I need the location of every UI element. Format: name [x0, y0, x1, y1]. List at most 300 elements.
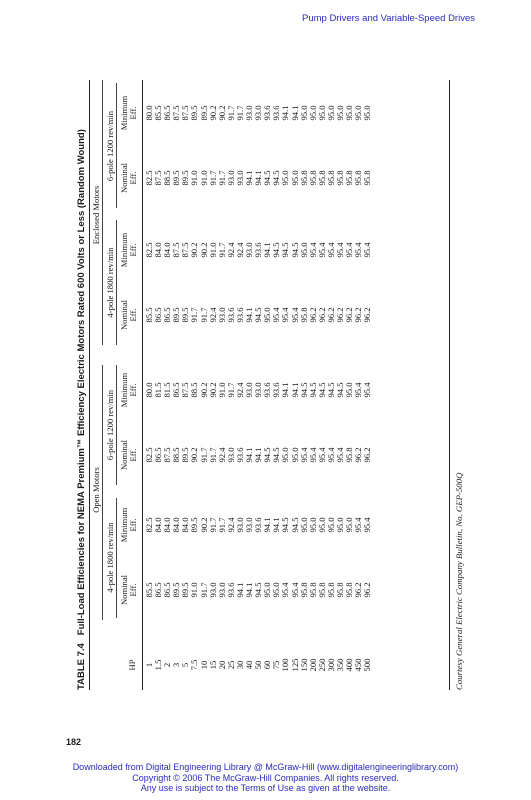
cell-spacer — [309, 280, 318, 285]
cell-spacer — [327, 555, 336, 560]
cell-o4m: 84.0 — [180, 517, 191, 533]
cell-spacer — [227, 280, 236, 285]
cell-spacer — [300, 143, 309, 148]
cell-spacer — [281, 143, 290, 148]
eff-label: Eff. — [128, 448, 138, 462]
cell-spacer — [263, 555, 272, 560]
cell-e4n: 93.0 — [216, 307, 227, 323]
cell-spacer — [163, 143, 172, 148]
cell-o6n: 91.7 — [207, 447, 218, 463]
bottom-rule — [449, 80, 450, 690]
cell-e6n: 94.1 — [253, 170, 264, 186]
cell-spacer — [245, 143, 254, 148]
cell-e6m: 94.1 — [289, 105, 300, 121]
cell-e6n: 95.8 — [316, 170, 327, 186]
cell-spacer — [218, 620, 227, 640]
cell-e6m: 95.0 — [362, 105, 373, 121]
cell-e4m: 95.4 — [325, 242, 336, 258]
cell-o4m: 93.0 — [234, 517, 245, 533]
cell-spacer — [327, 143, 336, 148]
cell-e6n: 95.8 — [307, 170, 318, 186]
cell-e4m: 95.4 — [353, 242, 364, 258]
cell-spacer — [291, 143, 300, 148]
cell-spacer — [354, 620, 363, 640]
cell-e6n: 94.1 — [244, 170, 255, 186]
footer-terms-link[interactable]: Any use is subject to the Terms of Use as given at the website. — [140, 783, 391, 793]
cell-o6m: 88.5 — [189, 382, 200, 398]
cell-e6m: 89.5 — [198, 105, 209, 121]
cell-spacer — [336, 420, 345, 425]
eff-label: Eff. — [128, 583, 138, 597]
cell-e4n: 96.2 — [316, 307, 327, 323]
cell-spacer — [254, 485, 263, 495]
cell-o4m: 94.5 — [280, 517, 291, 533]
cell-e6n: 88.5 — [162, 170, 173, 186]
cell-e6n: 89.5 — [171, 170, 182, 186]
cell-o4n: 95.4 — [289, 582, 300, 598]
eff-label: Eff. — [128, 518, 138, 532]
cell-e6n: 93.0 — [225, 170, 236, 186]
cell-spacer — [272, 208, 281, 220]
cell-e6m: 94.1 — [280, 105, 291, 121]
cell-o4n: 96.2 — [362, 582, 373, 598]
cell-o4n: 93.0 — [207, 582, 218, 598]
cell-o6m: 94.5 — [316, 382, 327, 398]
rotated-table-region — [76, 80, 466, 690]
subheader-enclosed-6pole: 6-pole 1200 rev/min — [105, 110, 115, 182]
cell-spacer — [363, 620, 372, 640]
cell-hp: 2 — [162, 662, 173, 668]
cell-e4n: 95.4 — [289, 307, 300, 323]
col-header-enc4-nominal — [120, 285, 138, 345]
cell-e4n: 96.2 — [307, 307, 318, 323]
cell-e4n: 95.4 — [280, 307, 291, 323]
cell-spacer — [281, 345, 290, 360]
cell-o6n: 95.4 — [334, 447, 345, 463]
cell-spacer — [254, 555, 263, 560]
cell-spacer — [154, 620, 163, 640]
cell-spacer — [236, 208, 245, 220]
cell-o4m: 95.0 — [298, 517, 309, 533]
cell-spacer — [300, 208, 309, 220]
cell-spacer — [327, 620, 336, 640]
cell-spacer — [363, 280, 372, 285]
cell-spacer — [163, 620, 172, 640]
cell-o4m: 95.4 — [353, 517, 364, 533]
cell-e4m: 91.0 — [207, 242, 218, 258]
cell-spacer — [172, 420, 181, 425]
cell-o4n: 89.5 — [180, 582, 191, 598]
cell-e6n: 91.0 — [189, 170, 200, 186]
cell-o4n: 95.8 — [298, 582, 309, 598]
cell-o6m: 94.5 — [325, 382, 336, 398]
cell-o6n: 93.0 — [225, 447, 236, 463]
cell-o6n: 92.4 — [216, 447, 227, 463]
cell-spacer — [354, 345, 363, 360]
cell-e6n: 87.5 — [153, 170, 164, 186]
cell-o4m: 91.7 — [207, 517, 218, 533]
cell-e6n: 94.5 — [271, 170, 282, 186]
cell-o4n: 89.5 — [171, 582, 182, 598]
cell-spacer — [363, 420, 372, 425]
cell-o6n: 95.4 — [298, 447, 309, 463]
cell-spacer — [327, 485, 336, 495]
cell-spacer — [300, 485, 309, 495]
cell-spacer — [291, 485, 300, 495]
cell-spacer — [145, 555, 154, 560]
cell-hp: 125 — [289, 658, 300, 672]
cell-o6n: 90.2 — [189, 447, 200, 463]
cell-spacer — [245, 280, 254, 285]
cell-spacer — [145, 345, 154, 360]
nominal-label: Nominal — [119, 299, 129, 331]
cell-spacer — [218, 485, 227, 495]
cell-spacer — [263, 345, 272, 360]
header-rule — [142, 80, 143, 690]
cell-spacer — [245, 555, 254, 560]
cell-o6n: 88.5 — [171, 447, 182, 463]
cell-o4n: 95.0 — [262, 582, 273, 598]
cell-e4n: 89.5 — [180, 307, 191, 323]
cell-e4n: 92.4 — [207, 307, 218, 323]
cell-o4n: 96.2 — [353, 582, 364, 598]
cell-spacer — [181, 555, 190, 560]
cell-spacer — [281, 485, 290, 495]
cell-o4m: 95.4 — [362, 517, 373, 533]
cell-o6m: 93.6 — [271, 382, 282, 398]
cell-spacer — [345, 420, 354, 425]
cell-spacer — [227, 485, 236, 495]
cell-spacer — [291, 208, 300, 220]
cell-spacer — [272, 420, 281, 425]
cell-hp: 1.5 — [153, 659, 164, 671]
cell-e4n: 94.5 — [253, 307, 264, 323]
nominal-label: Nominal — [119, 574, 129, 606]
cell-o6n: 91.7 — [198, 447, 209, 463]
cell-spacer — [218, 208, 227, 220]
cell-e6m: 87.5 — [180, 105, 191, 121]
cell-o4n: 95.8 — [316, 582, 327, 598]
cell-e4m: 93.6 — [253, 242, 264, 258]
cell-spacer — [200, 345, 209, 360]
cell-o4n: 95.8 — [325, 582, 336, 598]
cell-hp: 500 — [362, 658, 373, 672]
cell-spacer — [291, 280, 300, 285]
cell-spacer — [272, 620, 281, 640]
cell-spacer — [363, 143, 372, 148]
cell-hp: 3 — [171, 662, 182, 668]
cell-spacer — [154, 345, 163, 360]
col-header-open6-nominal — [120, 425, 138, 485]
cell-e4n: 93.6 — [225, 307, 236, 323]
cell-spacer — [227, 620, 236, 640]
cell-spacer — [309, 345, 318, 360]
cell-spacer — [336, 143, 345, 148]
cell-spacer — [263, 485, 272, 495]
cell-e4m: 95.4 — [316, 242, 327, 258]
cell-spacer — [354, 555, 363, 560]
cell-o6m: 94.5 — [334, 382, 345, 398]
cell-e4m: 91.7 — [216, 242, 227, 258]
cell-e6m: 95.0 — [307, 105, 318, 121]
cell-o6n: 94.1 — [244, 447, 255, 463]
cell-spacer — [236, 420, 245, 425]
cell-spacer — [363, 345, 372, 360]
eff-label: Eff. — [128, 308, 138, 322]
cell-e6n: 95.8 — [334, 170, 345, 186]
cell-spacer — [363, 485, 372, 495]
cell-o4m: 89.5 — [189, 517, 200, 533]
cell-e6m: 91.7 — [225, 105, 236, 121]
cell-spacer — [272, 485, 281, 495]
cell-spacer — [145, 620, 154, 640]
cell-o6n: 89.5 — [180, 447, 191, 463]
cell-e6n: 95.8 — [325, 170, 336, 186]
cell-o6n: 93.6 — [234, 447, 245, 463]
cell-e4m: 94.5 — [280, 242, 291, 258]
cell-spacer — [172, 555, 181, 560]
cell-e4n: 93.6 — [234, 307, 245, 323]
cell-spacer — [345, 143, 354, 148]
cell-spacer — [309, 555, 318, 560]
cell-spacer — [200, 485, 209, 495]
cell-spacer — [181, 208, 190, 220]
cell-e6n: 94.5 — [262, 170, 273, 186]
cell-e6n: 93.0 — [234, 170, 245, 186]
cell-e4n: 95.8 — [298, 307, 309, 323]
cell-spacer — [154, 420, 163, 425]
cell-spacer — [190, 620, 199, 640]
col-header-open4-nominal — [120, 560, 138, 620]
cell-e6m: 91.7 — [234, 105, 245, 121]
cell-spacer — [145, 280, 154, 285]
cell-o6m: 91.7 — [225, 382, 236, 398]
cell-o6n: 95.4 — [316, 447, 327, 463]
cell-spacer — [291, 345, 300, 360]
cell-o4m: 95.0 — [307, 517, 318, 533]
cell-spacer — [236, 620, 245, 640]
cell-e4n: 96.2 — [325, 307, 336, 323]
cell-o6n: 94.5 — [271, 447, 282, 463]
cell-spacer — [227, 143, 236, 148]
cell-spacer — [272, 143, 281, 148]
cell-o6m: 94.5 — [307, 382, 318, 398]
cell-spacer — [309, 485, 318, 495]
cell-spacer — [145, 208, 154, 220]
cell-o6m: 95.4 — [362, 382, 373, 398]
cell-spacer — [363, 555, 372, 560]
cell-spacer — [190, 420, 199, 425]
cell-hp: 75 — [271, 660, 282, 670]
cell-hp: 30 — [234, 660, 245, 670]
cell-spacer — [336, 280, 345, 285]
cell-spacer — [318, 485, 327, 495]
cell-o4m: 82.5 — [144, 517, 154, 533]
cell-spacer — [309, 620, 318, 640]
cell-e4n: 94.1 — [244, 307, 255, 323]
cell-e4n: 86.5 — [153, 307, 164, 323]
cell-e6n: 82.5 — [144, 170, 154, 186]
cell-spacer — [181, 280, 190, 285]
eff-label: Eff. — [128, 171, 138, 185]
cell-e4n: 86.5 — [162, 307, 173, 323]
cell-e6m: 90.2 — [216, 105, 227, 121]
cell-spacer — [354, 420, 363, 425]
cell-spacer — [190, 555, 199, 560]
cell-spacer — [291, 420, 300, 425]
cell-spacer — [227, 420, 236, 425]
cell-e6m: 95.0 — [353, 105, 364, 121]
cell-hp: 200 — [307, 658, 318, 672]
cell-e4m: 84.0 — [153, 242, 164, 258]
cell-spacer — [336, 555, 345, 560]
cell-o4m: 95.0 — [344, 517, 355, 533]
cell-spacer — [154, 280, 163, 285]
cell-e4m: 94.5 — [289, 242, 300, 258]
cell-spacer — [145, 420, 154, 425]
cell-spacer — [327, 208, 336, 220]
cell-e6n: 95.8 — [362, 170, 373, 186]
cell-spacer — [263, 208, 272, 220]
cell-o6n: 86.5 — [153, 447, 164, 463]
cell-e4m: 95.4 — [334, 242, 345, 258]
cell-spacer — [263, 420, 272, 425]
cell-o4m: 93.6 — [253, 517, 264, 533]
cell-spacer — [245, 485, 254, 495]
cell-e6m: 95.0 — [316, 105, 327, 121]
cell-o6m: 90.2 — [198, 382, 209, 398]
cell-spacer — [281, 620, 290, 640]
cell-e4m: 82.5 — [144, 242, 154, 258]
cell-o6n: 95.4 — [325, 447, 336, 463]
cell-o6m: 95.0 — [344, 382, 355, 398]
cell-spacer — [245, 208, 254, 220]
cell-spacer — [354, 485, 363, 495]
cell-spacer — [291, 620, 300, 640]
cell-e4m: 92.4 — [234, 242, 245, 258]
minimum-label: Minimum — [119, 372, 129, 408]
table-number: TABLE 7.4 — [76, 643, 87, 690]
cell-o4n: 94.1 — [244, 582, 255, 598]
footer-download-link[interactable]: Downloaded from Digital Engineering Library @ McGraw-Hill (www.digitalengineeringlibrary.com) — [72, 762, 459, 772]
cell-o6m: 93.6 — [262, 382, 273, 398]
cell-spacer — [163, 280, 172, 285]
cell-spacer — [209, 555, 218, 560]
cell-e6n: 95.8 — [353, 170, 364, 186]
cell-e6m: 93.6 — [262, 105, 273, 121]
cell-spacer — [236, 280, 245, 285]
cell-spacer — [300, 620, 309, 640]
cell-spacer — [291, 555, 300, 560]
cell-spacer — [345, 208, 354, 220]
col-header-enc4-minimum — [120, 220, 138, 280]
cell-spacer — [218, 280, 227, 285]
cell-spacer — [345, 485, 354, 495]
cell-o4m: 90.2 — [198, 517, 209, 533]
cell-spacer — [336, 485, 345, 495]
cell-e4m: 94.5 — [271, 242, 282, 258]
cell-e4m: 95.4 — [344, 242, 355, 258]
top-rule — [89, 80, 90, 690]
subheader-line-enclosed-6pole — [116, 83, 117, 208]
cell-spacer — [218, 143, 227, 148]
cell-spacer — [181, 485, 190, 495]
minimum-label: Minimum — [119, 232, 129, 268]
cell-spacer — [345, 280, 354, 285]
cell-e6m: 89.5 — [189, 105, 200, 121]
cell-o6n: 87.5 — [162, 447, 173, 463]
cell-spacer — [190, 345, 199, 360]
cell-o6m: 94.5 — [298, 382, 309, 398]
cell-e6n: 89.5 — [180, 170, 191, 186]
cell-spacer — [254, 620, 263, 640]
cell-o4n: 95.8 — [334, 582, 345, 598]
subheader-open-4pole: 4-pole 1800 rev/min — [105, 522, 115, 593]
cell-spacer — [272, 280, 281, 285]
cell-e4n: 96.2 — [353, 307, 364, 323]
cell-spacer — [181, 345, 190, 360]
cell-spacer — [327, 420, 336, 425]
cell-o4m: 84.0 — [171, 517, 182, 533]
cell-e6m: 85.5 — [153, 105, 164, 121]
cell-spacer — [309, 420, 318, 425]
cell-spacer — [300, 555, 309, 560]
cell-spacer — [190, 280, 199, 285]
cell-o6m: 80.0 — [144, 382, 154, 398]
group-line-enclosed — [102, 80, 103, 345]
eff-label: Eff. — [128, 383, 138, 397]
cell-spacer — [245, 620, 254, 640]
cell-spacer — [345, 345, 354, 360]
cell-spacer — [245, 420, 254, 425]
cell-o4n: 94.5 — [253, 582, 264, 598]
cell-spacer — [236, 345, 245, 360]
cell-o6m: 93.0 — [253, 382, 264, 398]
cell-spacer — [209, 143, 218, 148]
cell-o4m: 91.7 — [216, 517, 227, 533]
cell-spacer — [254, 345, 263, 360]
cell-o4m: 94.5 — [289, 517, 300, 533]
cell-spacer — [309, 208, 318, 220]
cell-o6n: 95.8 — [344, 447, 355, 463]
cell-spacer — [236, 555, 245, 560]
cell-e4m: 87.5 — [171, 242, 182, 258]
cell-o6m: 94.1 — [289, 382, 300, 398]
cell-spacer — [200, 420, 209, 425]
cell-hp: 25 — [225, 660, 236, 670]
cell-hp: 350 — [334, 658, 345, 672]
cell-spacer — [163, 345, 172, 360]
eff-label: Eff. — [128, 243, 138, 257]
cell-spacer — [318, 555, 327, 560]
cell-e6m: 86.5 — [162, 105, 173, 121]
col-header-enc6-nominal — [120, 148, 138, 208]
cell-hp: 50 — [253, 660, 264, 670]
cell-spacer — [200, 143, 209, 148]
cell-o6m: 87.5 — [180, 382, 191, 398]
col-header-enc6-minimum — [120, 83, 138, 143]
cell-spacer — [354, 143, 363, 148]
cell-e6n: 95.0 — [280, 170, 291, 186]
cell-spacer — [254, 208, 263, 220]
cell-spacer — [181, 620, 190, 640]
minimum-label: Minimum — [119, 507, 129, 543]
cell-spacer — [172, 280, 181, 285]
cell-spacer — [200, 620, 209, 640]
cell-spacer — [272, 555, 281, 560]
cell-o4n: 91.0 — [189, 582, 200, 598]
cell-spacer — [218, 555, 227, 560]
